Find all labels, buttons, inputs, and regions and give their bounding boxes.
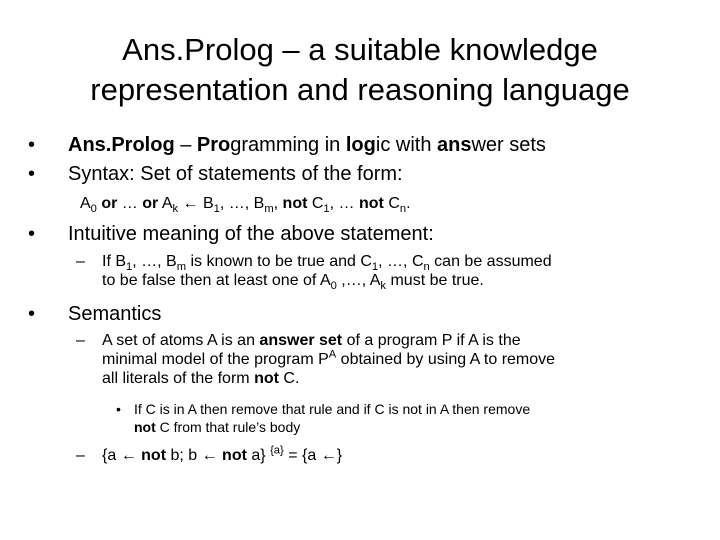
title-line-1: Ans.Prolog – a suitable knowledge xyxy=(122,32,598,67)
dash-marker: – xyxy=(76,332,85,349)
intuitive-line-1 xyxy=(102,252,552,274)
formula-or: or xyxy=(142,195,159,212)
text: must be true. xyxy=(386,272,484,289)
bullet-dot: • xyxy=(28,163,36,185)
sub: 1 xyxy=(126,261,133,274)
bold-not: not xyxy=(141,447,167,464)
sub: m xyxy=(176,261,187,274)
remove-rule-line-2 xyxy=(134,418,530,436)
bold-not: not xyxy=(222,447,247,464)
bold-not: not xyxy=(134,419,156,435)
formula-end: . xyxy=(406,195,411,212)
sub-bullet-answer-set xyxy=(76,331,555,388)
text-ic-with: ic with xyxy=(375,134,437,156)
intuitive-line-2 xyxy=(102,271,552,293)
superscript: A xyxy=(328,348,337,361)
bullet-dot: • xyxy=(116,401,121,417)
bullet-syntax-text: Syntax: Set of statements of the form: xyxy=(68,163,403,185)
dash-marker: – xyxy=(76,447,85,464)
text: C from that rule’s body xyxy=(155,419,301,435)
bold-pro: Pro xyxy=(196,134,231,156)
formula-not: not xyxy=(282,195,308,212)
answer-set-line-2 xyxy=(102,350,555,369)
formula-c: C xyxy=(307,195,324,212)
text: a} xyxy=(246,447,271,464)
formula-sub: k xyxy=(172,203,179,216)
text: {a ← xyxy=(102,447,142,464)
text: C. xyxy=(278,370,300,387)
formula-ak: A xyxy=(158,195,173,212)
text: ,…, A xyxy=(336,272,381,289)
text: can be assumed xyxy=(429,253,552,270)
answer-set-line-1 xyxy=(102,331,555,350)
text: is known to be true and C xyxy=(186,253,372,270)
formula-cn: C xyxy=(383,195,400,212)
bullet-intuitive xyxy=(28,222,434,246)
text: , …, C xyxy=(378,253,424,270)
syntax-formula xyxy=(80,194,411,216)
text: If B xyxy=(102,253,127,270)
formula-arrow: ← B xyxy=(178,195,214,212)
formula-sub: n xyxy=(399,203,407,216)
bullet-dot: • xyxy=(28,134,36,156)
formula-sub: 1 xyxy=(323,203,330,216)
text-gramming: gramming in xyxy=(230,134,346,156)
sub-bullet-example xyxy=(76,446,342,465)
formula-sub: m xyxy=(264,203,274,216)
formula-not: not xyxy=(359,195,384,212)
formula-mid: , …, B xyxy=(219,195,265,212)
text: b; b ← xyxy=(166,447,223,464)
bullet-semantics xyxy=(28,302,161,326)
text: obtained by using A to remove xyxy=(336,351,556,368)
sub: k xyxy=(380,280,387,293)
sub-bullet-intuitive xyxy=(76,252,552,293)
formula-sub: 0 xyxy=(90,203,97,216)
bold-log: log xyxy=(345,134,376,156)
text: minimal model of the program P xyxy=(102,351,329,368)
slide-title xyxy=(0,30,720,110)
formula-dots: … xyxy=(117,195,143,212)
bold-not: not xyxy=(254,370,279,387)
bullet-dot: • xyxy=(28,223,36,245)
dash-marker: – xyxy=(76,253,85,270)
formula-comma: , xyxy=(273,195,283,212)
sub: 0 xyxy=(330,280,337,293)
formula-mid: , … xyxy=(329,195,359,212)
text-wer-sets: wer sets xyxy=(471,134,546,156)
sub: n xyxy=(423,261,430,274)
text: to be false then at least one of A xyxy=(102,272,331,289)
sub: 1 xyxy=(371,261,379,274)
text: = {a ←} xyxy=(283,447,343,464)
bullet-dot: • xyxy=(28,303,36,325)
bullet-syntax xyxy=(28,162,403,186)
term-ansprolog: Ans.Prolog xyxy=(68,134,175,156)
bold-ans: ans xyxy=(437,134,472,156)
sub-sub-bullet-remove-rule xyxy=(116,400,530,436)
title-line-2: representation and reasoning language xyxy=(90,72,630,107)
text: of a program P if A is the xyxy=(342,332,521,349)
formula-a: A xyxy=(80,195,91,212)
answer-set-line-3 xyxy=(102,369,555,388)
bold-answer-set: answer set xyxy=(259,332,343,349)
superscript: {a} xyxy=(270,444,284,457)
text: , …, B xyxy=(132,253,177,270)
formula-or: or xyxy=(96,195,118,212)
bullet-semantics-text: Semantics xyxy=(68,303,162,325)
text: A set of atoms A is an xyxy=(102,332,260,349)
formula-sub: 1 xyxy=(213,203,220,216)
dash-text: – xyxy=(174,134,197,156)
remove-rule-line-1: If C is in A then remove that rule and if C is not in A then remove xyxy=(134,401,531,417)
bullet-ansprolog xyxy=(28,133,546,157)
bullet-intuitive-text: Intuitive meaning of the above statement: xyxy=(68,223,434,245)
text: all literals of the form xyxy=(102,370,255,387)
